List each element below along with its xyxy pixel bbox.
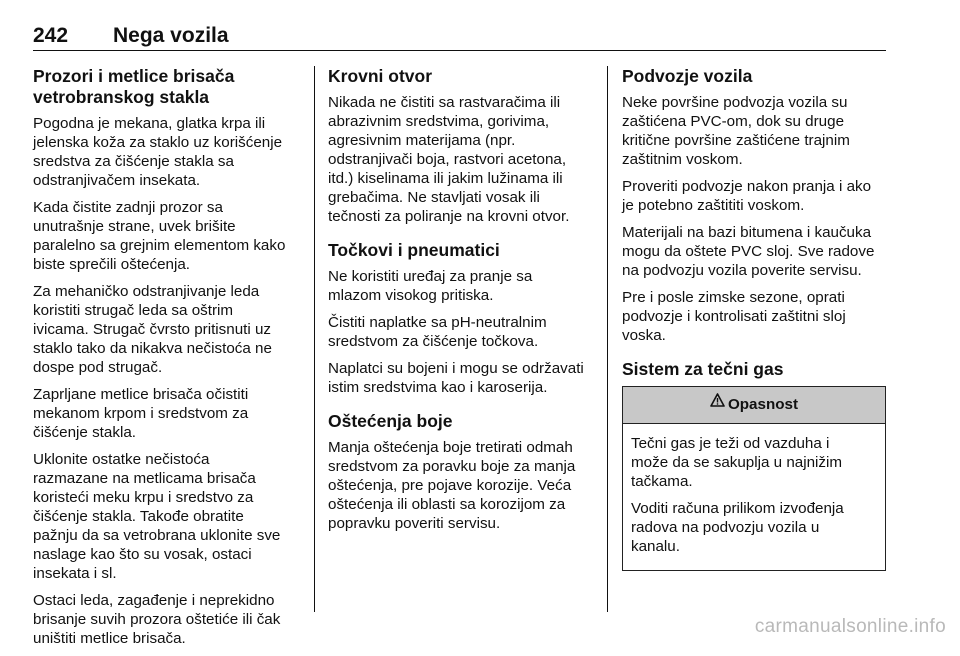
- page-number: 242: [33, 24, 69, 47]
- text-line: biste sprečili oštećenja.: [33, 256, 191, 273]
- paragraph: [33, 198, 303, 274]
- paragraph: [622, 288, 888, 345]
- text-line: Za mehaničko odstranjivanje leda: [33, 283, 260, 300]
- text-line: Kada čistite zadnji prozor sa: [33, 199, 223, 216]
- paragraph: [33, 450, 303, 583]
- paragraph: [328, 267, 598, 305]
- text-line: čišćenje stakla. Takođe obratite: [33, 508, 244, 525]
- text-line: Pre i posle zimske sezone, oprati: [622, 289, 845, 306]
- text-line: na podvozju vozila poverite servisu.: [622, 262, 862, 279]
- text-line: Tečni gas je teži od vazduha i: [631, 435, 830, 452]
- warning-body: [623, 424, 885, 570]
- text-line: dospe pod strugač.: [33, 359, 163, 376]
- paragraph: [328, 438, 598, 533]
- paragraph: [328, 93, 598, 226]
- text-line: podvozje i kontrolisati zaštitni sloj: [622, 308, 846, 325]
- paragraph: [33, 591, 303, 648]
- text-line: zaštitnim voskom.: [622, 151, 743, 168]
- underbody-paragraphs: [622, 93, 888, 345]
- paragraph: [33, 282, 303, 377]
- text-line: oštećenja, pre pojave korozije. Veća: [328, 477, 572, 494]
- text-line: odstranjivačem insekata.: [33, 172, 201, 189]
- text-line: Uklonite ostatke nečistoća: [33, 451, 210, 468]
- section-heading: Oštećenja boje: [328, 411, 453, 431]
- text-line: čišćenje stakla.: [33, 424, 136, 441]
- text-line: agresivnim materijama (npr.: [328, 132, 516, 149]
- text-line: paralelno sa grejnim elementom kako: [33, 237, 286, 254]
- text-line: Naplatci su bojeni i mogu se održavati: [328, 360, 584, 377]
- text-line: mlazom visokog pritiska.: [328, 287, 494, 304]
- text-line: mekanom krpom i sredstvom za: [33, 405, 249, 422]
- column-divider: [314, 66, 315, 612]
- paragraph: [328, 359, 598, 397]
- text-line: insekata i sl.: [33, 565, 117, 582]
- text-line: odstranjivači boja, rastvori acetona,: [328, 151, 567, 168]
- text-line: Voditi računa prilikom izvođenja: [631, 500, 844, 517]
- text-line: razmazane na metlicama brisača: [33, 470, 256, 487]
- paragraph: [622, 223, 888, 280]
- text-line: jelenska koža za staklo uz korišćenje: [33, 134, 283, 151]
- text-line: tečnosti za poliranje na krovni otvor.: [328, 208, 570, 225]
- column-divider: [607, 66, 608, 612]
- text-line: je potebno zaštititi voskom.: [622, 197, 805, 214]
- text-line: istim sredstvima kao i karoserija.: [328, 379, 548, 396]
- text-line: Materijali na bazi bitumena i kaučuka: [622, 224, 872, 241]
- text-line: kritične površine zaštićene trajnim: [622, 132, 850, 149]
- windows-paragraphs: [33, 114, 303, 648]
- text-line: radova na podvozju vozila u: [631, 519, 820, 536]
- text-line: Ostaci leda, zagađenje i neprekidno: [33, 592, 275, 609]
- warning-triangle-icon: [710, 385, 725, 421]
- paragraph: [33, 385, 303, 442]
- text-line: grebačima. Ne stavljati vosak ili: [328, 189, 540, 206]
- text-line: itd.) kiselinama ili jakim lužinama ili: [328, 170, 563, 187]
- warning-header: [623, 387, 885, 424]
- text-line: oštećenja ili oblasti sa korozijom za: [328, 496, 566, 513]
- col2-sections: [328, 66, 598, 533]
- text-line: Nikada ne čistiti sa rastvaračima ili: [328, 94, 561, 111]
- text-line: Proveriti podvozje nakon pranja i ako: [622, 178, 872, 195]
- paragraph: [631, 434, 877, 491]
- column-underbody-lpg: [622, 66, 888, 571]
- section-heading-windows: Prozori i metlice brisača vetrobranskog stakla: [33, 66, 235, 107]
- text-line: abrazivnim sredstvima, gorivima,: [328, 113, 550, 130]
- paragraph: [328, 313, 598, 351]
- section-heading: Krovni otvor: [328, 66, 433, 86]
- header-divider: [33, 50, 886, 51]
- text-line: koristeći meku krpu i sredstvo za: [33, 489, 254, 506]
- text-line: pažnju da sa vetrobrana uklonite sve: [33, 527, 281, 544]
- text-line: Zaprljane metlice brisača očistiti: [33, 386, 249, 403]
- column-sunroof-wheels-paint: [328, 66, 598, 541]
- text-line: sredstvom za čišćenje točkova.: [328, 333, 539, 350]
- watermark: carmanualsonline.info: [754, 616, 946, 637]
- text-line: ivicama. Strugač čvrsto pritisnuti uz: [33, 321, 272, 338]
- text-line: Čistiti naplatke sa pH-neutralnim: [328, 314, 547, 331]
- text-line: sredstvom za poravku boje za manja: [328, 458, 576, 475]
- text-line: naslage kao što su vosak, ostaci: [33, 546, 252, 563]
- text-line: koristiti strugač leda sa oštrim: [33, 302, 234, 319]
- text-line: staklo tako da nikakva nečistoća ne: [33, 340, 272, 357]
- page-header: [33, 24, 886, 52]
- text-line: unutrašnje strane, uvek brišite: [33, 218, 236, 235]
- text-line: sredstva za čišćenje stakla sa: [33, 153, 234, 170]
- paragraph: [622, 93, 888, 169]
- section-heading: Točkovi i pneumatici: [328, 240, 500, 260]
- paragraph: [33, 114, 303, 190]
- text-line: Ne koristiti uređaj za pranje sa: [328, 268, 533, 285]
- text-line: Manja oštećenja boje tretirati odmah: [328, 439, 573, 456]
- text-line: kanalu.: [631, 538, 680, 555]
- page-title: Nega vozila: [113, 24, 229, 47]
- warning-title: Opasnost: [727, 396, 799, 414]
- paragraph: [622, 177, 888, 215]
- danger-warning-box: [622, 386, 886, 571]
- text-line: popravku poveriti servisu.: [328, 515, 501, 532]
- paragraph: [631, 499, 877, 556]
- text-line: zaštićena PVC-om, dok su druge: [622, 113, 845, 130]
- text-line: Neke površine podvozja vozila su: [622, 94, 848, 111]
- text-line: brisanje suvih prozora oštetiće ili čak: [33, 611, 281, 628]
- section-heading-lpg: Sistem za tečni gas: [622, 359, 784, 379]
- text-line: tačkama.: [631, 473, 693, 490]
- text-line: voska.: [622, 327, 666, 344]
- column-windows-wipers: [33, 66, 303, 656]
- text-line: uništiti metlice brisača.: [33, 630, 186, 647]
- section-heading-underbody: Podvozje vozila: [622, 66, 753, 86]
- text-line: Pogodna je mekana, glatka krpa ili: [33, 115, 266, 132]
- text-line: može da se sakuplja u najnižim: [631, 454, 843, 471]
- text-line: mogu da oštete PVC sloj. Sve radove: [622, 243, 875, 260]
